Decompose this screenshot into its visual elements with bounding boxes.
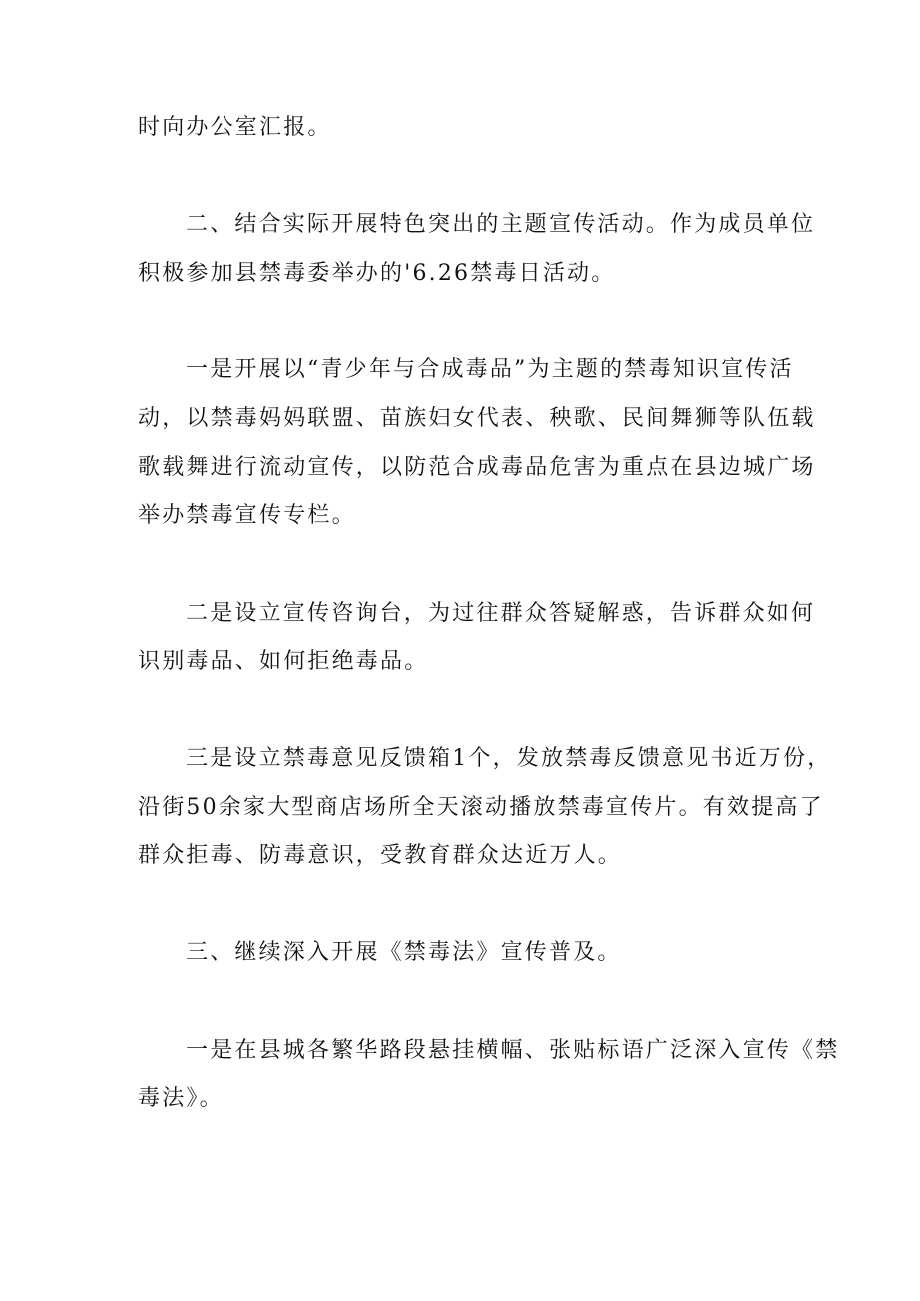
paragraph-3-line-2: 动，以禁毒妈妈联盟、苗族妇女代表、秧歌、民间舞狮等队伍载	[138, 406, 816, 431]
paragraph-3-line-1: 一是开展以“青少年与合成毒品”为主题的禁毒知识宣传活	[186, 357, 794, 382]
paragraph-4-line-2: 识别毒品、如何拒绝毒品。	[138, 649, 429, 674]
paragraph-3-line-4: 举办禁毒宣传专栏。	[138, 503, 356, 528]
paragraph-5-line-2: 沿街50余家大型商店场所全天滚动播放禁毒宣传片。有效提高了	[138, 795, 824, 820]
paragraph-2-line-2: 积极参加县禁毒委举办的'6.26禁毒日活动。	[138, 261, 616, 286]
paragraph-7-line-2: 毒法》。	[138, 1086, 224, 1111]
paragraph-1-line-1: 时向办公室汇报。	[138, 115, 332, 140]
paragraph-3-line-3: 歌载舞进行流动宣传，以防范合成毒品危害为重点在县边城广场	[138, 455, 816, 480]
paragraph-2-line-1: 二、结合实际开展特色突出的主题宣传活动。作为成员单位	[186, 212, 816, 237]
paragraph-5-line-3: 群众拒毒、防毒意识，受教育群众达近万人。	[138, 843, 623, 868]
paragraph-4-line-1: 二是设立宣传咨询台，为过往群众答疑解惑，告诉群众如何	[186, 601, 816, 626]
paragraph-5-line-1: 三是设立禁毒意见反馈箱1个，发放禁毒反馈意见书近万份，	[186, 746, 832, 771]
paragraph-7-line-1: 一是在县城各繁华路段悬挂横幅、张贴标语广泛深入宣传《禁	[186, 1038, 840, 1063]
paragraph-6-line-1: 三、继续深入开展《禁毒法》宣传普及。	[186, 940, 622, 965]
